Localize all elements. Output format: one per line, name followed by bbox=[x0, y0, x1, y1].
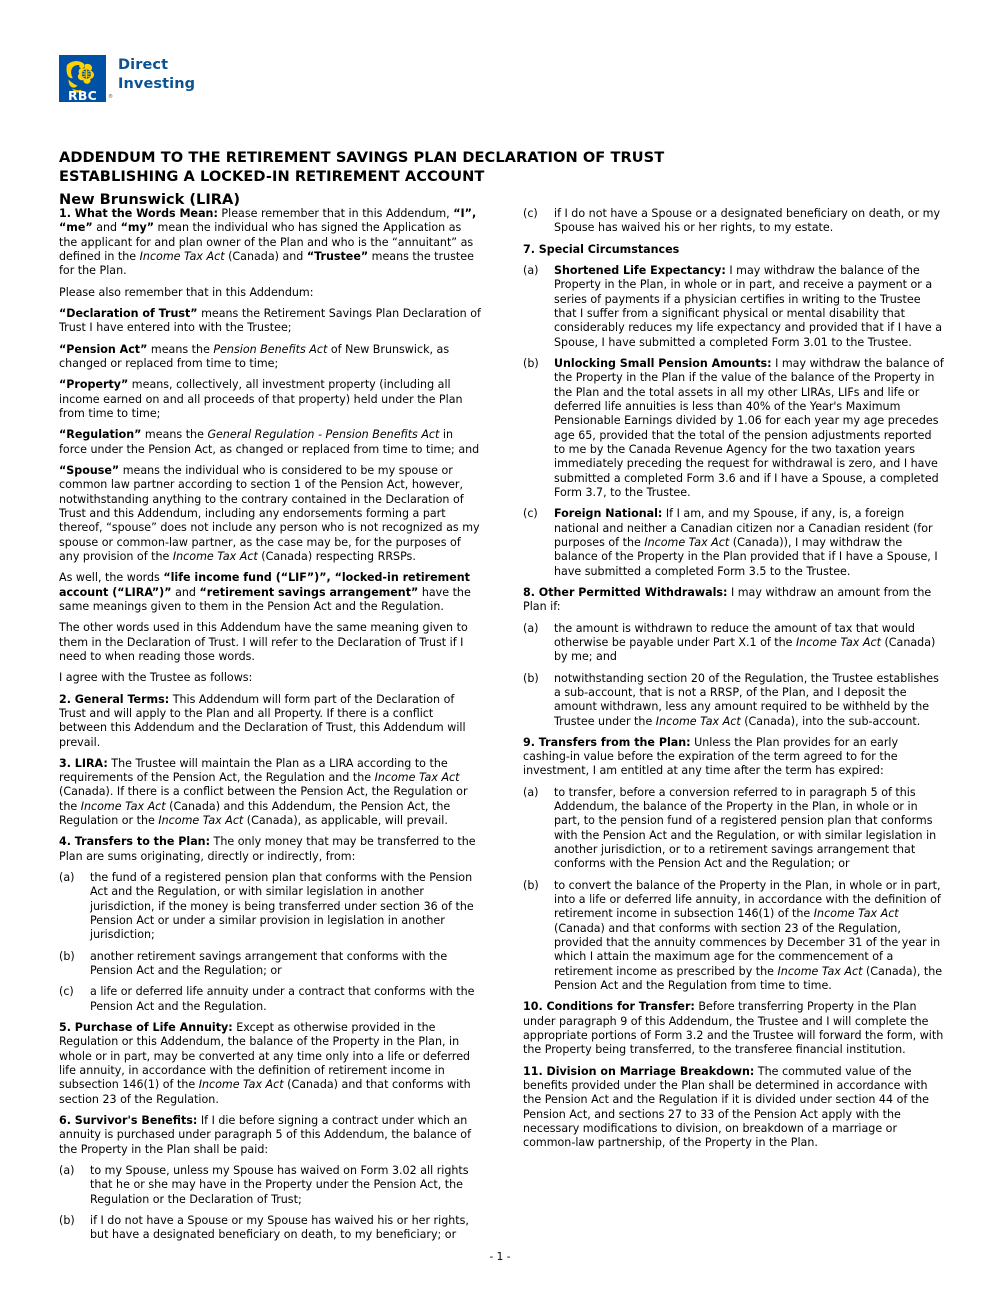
list-item bbox=[523, 357, 945, 500]
lif-lira-text-a: As well, the words bbox=[59, 571, 164, 585]
clause-1-text-e: mean the individual who has signed the Application as the applicant for and plan owner of the Plan and who is the “annuitant” as defined in the bbox=[59, 221, 474, 263]
clause-1-text-i: means the trustee for the Plan. bbox=[59, 249, 474, 278]
clause-3-text-b: (Canada). If there is a conflict between the Pension Act, the Regulation or the bbox=[59, 785, 468, 813]
clause-5-italic: Income Tax Act bbox=[198, 1078, 284, 1092]
clause-1-text-g: (Canada) and bbox=[224, 249, 307, 263]
list-text-4b: another retirement savings arrangement that conforms with the Pension Act and the Regulation; or bbox=[90, 949, 448, 978]
text-foreign-national-b: (Canada)), I may withdraw the balance of the Property in the Plan provided that if I have a Spouse, I have submitted a completed Form 3.5 to the Trustee. bbox=[554, 535, 938, 578]
text-8a-italic: Income Tax Act bbox=[796, 635, 881, 649]
list-item bbox=[59, 871, 481, 943]
definition-pension-act bbox=[59, 343, 481, 372]
clause-10-conditions-for-transfer bbox=[523, 1000, 945, 1057]
list-item bbox=[59, 950, 481, 979]
list-text-6b: if I do not have a Spouse or my Spouse has waived his or her rights, but have a designated beneficiary on death, to my beneficiary; or bbox=[90, 1214, 469, 1242]
clause-1-term-i-me: “I”, “me” bbox=[59, 207, 477, 235]
clause-9-text: Unless the Plan provides for an early cashing-in value before the expiration of the term agreed to for the investment, I am entitled at any time after the term has expired: bbox=[523, 735, 899, 778]
clause-1-term-trustee: “Trustee” bbox=[306, 249, 369, 263]
list-text-4a: the fund of a registered pension plan that conforms with the Pension Act and the Regulation, or with similar legislation in another jurisdiction, if the money is being transferred under section 36 of the Pension Act or under a similar provision in legislation in another jurisdiction; bbox=[90, 871, 474, 942]
brand-wordmark-line2: Investing bbox=[118, 76, 196, 93]
clause-1-text-a: Please remember that in this Addendum, bbox=[217, 207, 454, 220]
clause-11-heading: 11. Division on Marriage Breakdown: bbox=[523, 1064, 755, 1078]
rbc-logo-icon bbox=[59, 55, 113, 102]
list-item bbox=[523, 622, 945, 665]
definition-pension-act-b: of New Brunswick, as changed or replaced from time to time; bbox=[59, 342, 450, 370]
document-title-line1: ADDENDUM TO THE RETIREMENT SAVINGS PLAN DECLARATION OF TRUST bbox=[59, 148, 665, 166]
definition-property bbox=[59, 378, 481, 421]
right-column bbox=[523, 207, 945, 1250]
lif-lira-text-c: and bbox=[171, 585, 200, 599]
clause-6-text: If I die before signing a contract under which an annuity is purchased under paragraph 5 of this Addendum, the balance of the Property in the Plan shall be paid: bbox=[59, 1114, 471, 1156]
clause-8-heading: 8. Other Permitted Withdrawals: bbox=[523, 585, 728, 599]
definition-spouse-a: means the individual who is considered to be my spouse or common law partner according to section 1 of the Pension Act, however, notwithstanding anything to the contrary contained in the Declaration of Trust and this Addendum, including any endorsements forming a part thereof, “spouse” does not include any person who is not recognized as my spouse or common-law partner, as the case may be, for the purposes of any provision of the bbox=[59, 463, 480, 563]
clause-9-transfers-from-the-plan bbox=[523, 736, 945, 779]
definition-term-declaration-of-trust: “Declaration of Trust” bbox=[59, 306, 198, 320]
clause-1-what-the-words-mean bbox=[59, 207, 481, 279]
list-text-6c: if I do not have a Spouse or a designated beneficiary on death, or my Spouse has waived his or her rights, to my estate. bbox=[554, 207, 941, 235]
list-item bbox=[523, 507, 945, 579]
text-shortened-life-expectancy: I may withdraw the balance of the Property in the Plan, in whole or in part, and receive a payment or a series of payments if a physician certifies in writing to the Trustee that I suffer from a significant physical or mental disability that considerably reduces my life expectancy and provided that if I have a Spouse, I have submitted a completed Form 3.01 to the Trustee. bbox=[554, 263, 943, 349]
list-text-7c bbox=[554, 507, 945, 579]
list-item bbox=[523, 672, 945, 729]
definition-pension-act-italic: Pension Benefits Act bbox=[213, 342, 328, 356]
list-marker-7b: (b) bbox=[523, 356, 539, 370]
clause-3-italic-3: Income Tax Act bbox=[158, 814, 244, 828]
text-8a-a: the amount is withdrawn to reduce the amount of tax that would otherwise be payable under Part X.1 of the bbox=[554, 621, 915, 649]
body-columns bbox=[59, 207, 945, 1250]
list-item bbox=[59, 1214, 481, 1243]
list-item bbox=[523, 786, 945, 872]
definition-regulation-italic: General Regulation - Pension Benefits Act bbox=[207, 428, 440, 442]
list-marker-9a: (a) bbox=[523, 785, 539, 799]
definition-text-declaration-of-trust: means the Retirement Savings Plan Declaration of Trust I have entered into with the Trustee; bbox=[59, 306, 481, 335]
text-8b-italic: Income Tax Act bbox=[655, 714, 741, 728]
clause-5-text-a: Except as otherwise provided in the Regulation or this Addendum, the balance of the Property in the Plan, in whole or in part, may be converted at any time only into a life or deferred life annuity, in accordance with the definition of retirement income in subsection 146(1) of the bbox=[59, 1021, 471, 1092]
list-text-9a: to transfer, before a conversion referred to in paragraph 5 of this Addendum, the balance of the Property in the Plan, in whole or in part, to the pension fund of a registered pension plan that conforms with the Pension Act and the Regulation, or with similar legislation in another jurisdiction, or to a retirement savings arrangement that conforms with the Pension Act and the Regulation; or bbox=[554, 785, 937, 871]
text-8a-b: (Canada) by me; and bbox=[554, 635, 936, 664]
clause-1-text-c: and bbox=[92, 221, 121, 235]
definition-term-spouse: “Spouse” bbox=[59, 463, 120, 477]
clause-1-heading: 1. What the Words Mean: bbox=[59, 207, 218, 220]
list-marker-9b: (b) bbox=[523, 878, 539, 892]
list-item bbox=[523, 264, 945, 350]
definition-term-property: “Property” bbox=[59, 378, 129, 392]
definition-regulation-b: in force under the Pension Act, as changed or replaced from time to time; and bbox=[59, 428, 480, 456]
definition-spouse bbox=[59, 464, 481, 564]
clause-7-special-circumstances bbox=[523, 243, 945, 257]
clause-10-heading: 10. Conditions for Transfer: bbox=[523, 1000, 695, 1014]
definitions-intro: Please also remember that in this Addendum: bbox=[59, 285, 314, 299]
clause-10-text: Before transferring Property in the Plan under paragraph 9 of this Addendum, the Trustee and I will complete the appropriate portions of Form 3.2 and the Trustee will forward the form, with the Property being transferred, to the transferee financial institution. bbox=[523, 1000, 944, 1057]
list-item bbox=[523, 207, 945, 236]
definition-term-pension-act: “Pension Act” bbox=[59, 342, 148, 356]
lif-lira-terms-2: “retirement savings arrangement” bbox=[199, 585, 419, 599]
document-subtitle: New Brunswick (LIRA) bbox=[59, 191, 240, 209]
clause-4-transfers-to-the-plan bbox=[59, 835, 481, 864]
clause-6-survivors-benefits bbox=[59, 1114, 481, 1157]
agreement-intro: I agree with the Trustee as follows: bbox=[59, 671, 253, 685]
definition-term-regulation: “Regulation” bbox=[59, 428, 142, 442]
lif-lira-terms-1: “life income fund (“LIF”)”, “locked-in retirement account (“LIRA”)” bbox=[59, 571, 470, 599]
definition-text-property: means, collectively, all investment property (including all income earned on and all proceeds of that property) held under the Plan from time to time; bbox=[59, 378, 463, 420]
list-marker-7c: (c) bbox=[523, 507, 538, 521]
list-marker-7a: (a) bbox=[523, 263, 539, 277]
list-text-7a bbox=[554, 264, 945, 350]
list-text-8b bbox=[554, 672, 945, 729]
list-marker-6b: (b) bbox=[59, 1214, 75, 1228]
other-words-paragraph: The other words used in this Addendum have the same meaning given to them in the Declaration of Trust. I will refer to the Declaration of Trust if I need to when reading those words. bbox=[59, 621, 468, 663]
list-item bbox=[523, 879, 945, 994]
svg-text:RBC: RBC bbox=[68, 88, 97, 102]
brand-wordmark bbox=[118, 55, 195, 94]
document-title-line2: ESTABLISHING A LOCKED-IN RETIREMENT ACCOUNT bbox=[59, 168, 485, 186]
left-column bbox=[59, 207, 481, 1250]
list-marker-6a: (a) bbox=[59, 1164, 75, 1178]
list-marker-8b: (b) bbox=[523, 671, 539, 685]
clause-8-other-permitted-withdrawals bbox=[523, 586, 945, 615]
clause-11-text: The commuted value of the benefits provided under the Plan shall be determined in accordance with the Pension Act and the Regulation if it is divided under section 44 of the Pension Act, and sections 27 to 33 of the Pension Act apply with the necessary modifications to division, on breakdown of a marriage or common-law partnership, of the Property in the Plan. bbox=[523, 1064, 929, 1150]
clause-6-heading: 6. Survivor's Benefits: bbox=[59, 1114, 198, 1128]
list-marker-4b: (b) bbox=[59, 949, 75, 963]
clause-3-heading: 3. LIRA: bbox=[59, 756, 108, 770]
definition-regulation bbox=[59, 428, 481, 457]
clause-4-heading: 4. Transfers to the Plan: bbox=[59, 835, 211, 849]
list-item bbox=[59, 1164, 481, 1207]
clause-7-heading: 7. Special Circumstances bbox=[523, 242, 680, 256]
clause-3-text-d: (Canada), as applicable, will prevail. bbox=[243, 814, 448, 828]
definition-spouse-italic: Income Tax Act bbox=[172, 549, 258, 563]
clause-2-text: This Addendum will form part of the Declaration of Trust and will apply to the Plan and all Property. If there is a conflict between this Addendum and the Declaration of Trust, this Addendum will prevail. bbox=[59, 692, 466, 749]
list-item bbox=[59, 985, 481, 1014]
term-unlocking-small-pension-amounts: Unlocking Small Pension Amounts: bbox=[554, 356, 772, 370]
list-text-7b bbox=[554, 357, 945, 500]
text-unlocking-small-pension-amounts: I may withdraw the balance of the Property in the Plan if the value of the balance of the Property in the Plan and the total assets in all my other LIRAs, LIFs and life or deferred life annuities is less than 40% of the Year's Maximum Pensionable Earnings divided by 1.06 for each year my age precedes age 65, provided that the total of the pension adjustments reported to me by the Canada Revenue Agency for the two taxation years immediately preceding the request for withdrawal is zero, and I have submitted a completed Form 3.6 and if I have a Spouse, a completed Form 3.7, to the Trustee. bbox=[554, 356, 944, 499]
definition-spouse-b: (Canada) respecting RRSPs. bbox=[257, 549, 416, 563]
text-9b-italic-1: Income Tax Act bbox=[813, 907, 899, 921]
definition-declaration-of-trust bbox=[59, 307, 481, 336]
list-text-6a: to my Spouse, unless my Spouse has waived on Form 3.02 all rights that he or she may have in the Property under the Pension Act, the Regulation or the Declaration of Trust; bbox=[90, 1164, 469, 1206]
clause-2-general-terms bbox=[59, 693, 481, 750]
clause-3-lira bbox=[59, 757, 481, 829]
page-number: - 1 - bbox=[489, 1251, 511, 1263]
list-marker-8a: (a) bbox=[523, 621, 539, 635]
brand-masthead bbox=[59, 55, 195, 102]
term-shortened-life-expectancy: Shortened Life Expectancy: bbox=[554, 263, 726, 277]
text-9b-c: (Canada), the Pension Act and the Regulation from time to time. bbox=[554, 964, 943, 993]
clause-1-italic-ita: Income Tax Act bbox=[139, 249, 225, 263]
clause-11-division-on-marriage-breakdown bbox=[523, 1065, 945, 1151]
clause-2-heading: 2. General Terms: bbox=[59, 692, 170, 706]
text-foreign-national-a: If I am, and my Spouse, if any, is, a foreign national and neither a Canadian citizen nor a Canadian resident (for purposes of the bbox=[554, 507, 933, 549]
list-text-4c: a life or deferred life annuity under a contract that conforms with the Pension Act and the Regulation. bbox=[90, 985, 475, 1013]
lif-lira-text-d: have the same meanings given to them in the Pension Act and the Regulation. bbox=[59, 585, 471, 613]
list-text-8a bbox=[554, 622, 945, 665]
registered-trademark-symbol: ® bbox=[108, 94, 113, 100]
text-foreign-national-italic: Income Tax Act bbox=[644, 535, 730, 549]
term-foreign-national: Foreign National: bbox=[554, 507, 663, 521]
clause-8-text: I may withdraw an amount from the Plan if: bbox=[523, 585, 932, 614]
clause-4-text: The only money that may be transferred to the Plan are sums originating, directly or indirectly, from: bbox=[59, 835, 476, 863]
definition-regulation-a: means the bbox=[141, 428, 208, 442]
text-8b-b: (Canada), into the sub-account. bbox=[740, 714, 921, 728]
clause-3-text-a: The Trustee will maintain the Plan as a LIRA according to the requirements of the Pension Act, the Regulation and the bbox=[59, 756, 448, 785]
text-9b-b: (Canada) and that conforms with section 23 of the Regulation, provided that the annuity commences by December 31 of the year in which I attain the maximum age for the commencement of a retirement income as prescribed by the bbox=[554, 921, 941, 978]
list-marker-6c: (c) bbox=[523, 207, 538, 220]
clause-5-purchase-of-life-annuity bbox=[59, 1021, 481, 1107]
definition-pension-act-a: means the bbox=[147, 342, 214, 356]
clause-3-italic-2: Income Tax Act bbox=[80, 799, 166, 813]
page-footer bbox=[0, 1251, 1000, 1263]
list-marker-4c: (c) bbox=[59, 985, 74, 999]
list-marker-4a: (a) bbox=[59, 871, 75, 885]
list-text-9b bbox=[554, 879, 945, 994]
clause-3-text-c: (Canada) and this Addendum, the Pension Act, the Regulation or the bbox=[59, 799, 451, 828]
definitions-lif-lira-paragraph bbox=[59, 571, 481, 614]
clause-1-term-my: “my” bbox=[120, 221, 154, 235]
clause-3-italic-1: Income Tax Act bbox=[374, 771, 460, 785]
text-9b-a: to convert the balance of the Property in the Plan, in whole or in part, into a life or deferred life annuity, in accordance with the definition of retirement income in subsection 146(1) of the bbox=[554, 878, 941, 921]
document-title bbox=[59, 148, 939, 187]
clause-5-text-b: (Canada) and that conforms with section 23 of the Regulation. bbox=[59, 1078, 471, 1106]
brand-wordmark-line1: Direct bbox=[118, 57, 169, 73]
text-9b-italic-2: Income Tax Act bbox=[777, 964, 863, 978]
clause-9-heading: 9. Transfers from the Plan: bbox=[523, 735, 691, 749]
text-8b-a: notwithstanding section 20 of the Regulation, the Trustee establishes a sub-account, that is not a RRSP, of the Plan, and I deposit the amount withdrawn, less any amount required to be withheld by the Trustee under the bbox=[554, 671, 939, 728]
clause-5-heading: 5. Purchase of Life Annuity: bbox=[59, 1021, 233, 1035]
